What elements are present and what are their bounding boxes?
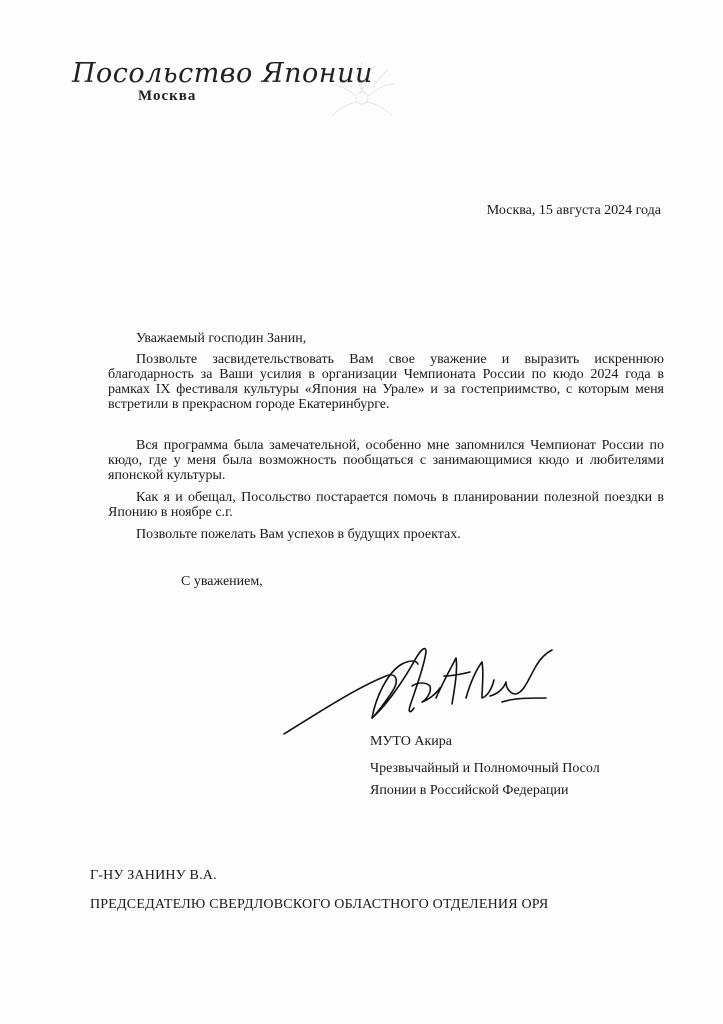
addressee-position: ПРЕДСЕДАТЕЛЮ СВЕРДЛОВСКОГО ОБЛАСТНОГО ОТДЕЛЕНИЯ ОРЯ (90, 897, 549, 912)
paragraph-program: Вся программа была замечательной, особенно мне запомнился Чемпионат России по кюдо, где у меня была возможность пообщаться с занимающимися кюдо и любителями японской культуры. (108, 438, 664, 483)
signatory-title-line2: Японии в Российской Федерации (370, 783, 569, 798)
embassy-letterhead-title: Посольство Японии (72, 58, 373, 89)
paragraph-promise: Как я и обещал, Посольство постарается помочь в планировании полезной поездки в Японию в ноябре с.г. (108, 490, 664, 520)
letter-date: Москва, 15 августа 2024 года (486, 203, 661, 218)
embassy-letterhead-city: Москва (138, 88, 197, 104)
addressee-name: Г-НУ ЗАНИНУ В.А. (90, 868, 217, 883)
signatory-name: МУТО Акира (370, 734, 452, 749)
handwritten-signature (276, 636, 556, 742)
chrysanthemum-emblem-icon (324, 58, 400, 118)
closing-phrase: С уважением, (181, 574, 263, 589)
signatory-title-line1: Чрезвычайный и Полномочный Посол (370, 761, 600, 776)
salutation: Уважаемый господин Занин, (136, 331, 307, 346)
paragraph-wishes: Позвольте пожелать Вам успехов в будущих проектах. (136, 527, 461, 542)
paragraph-gratitude: Позвольте засвидетельствовать Вам свое уважение и выразить искреннюю благодарность за Ваши усилия в организации Чемпионата России по кюдо 2024 года в рамках IX фестиваля культуры «Япония на Урале» и за гостеприимство, с которым меня встретили в прекрасном городе Екатеринбурге. (108, 352, 664, 412)
